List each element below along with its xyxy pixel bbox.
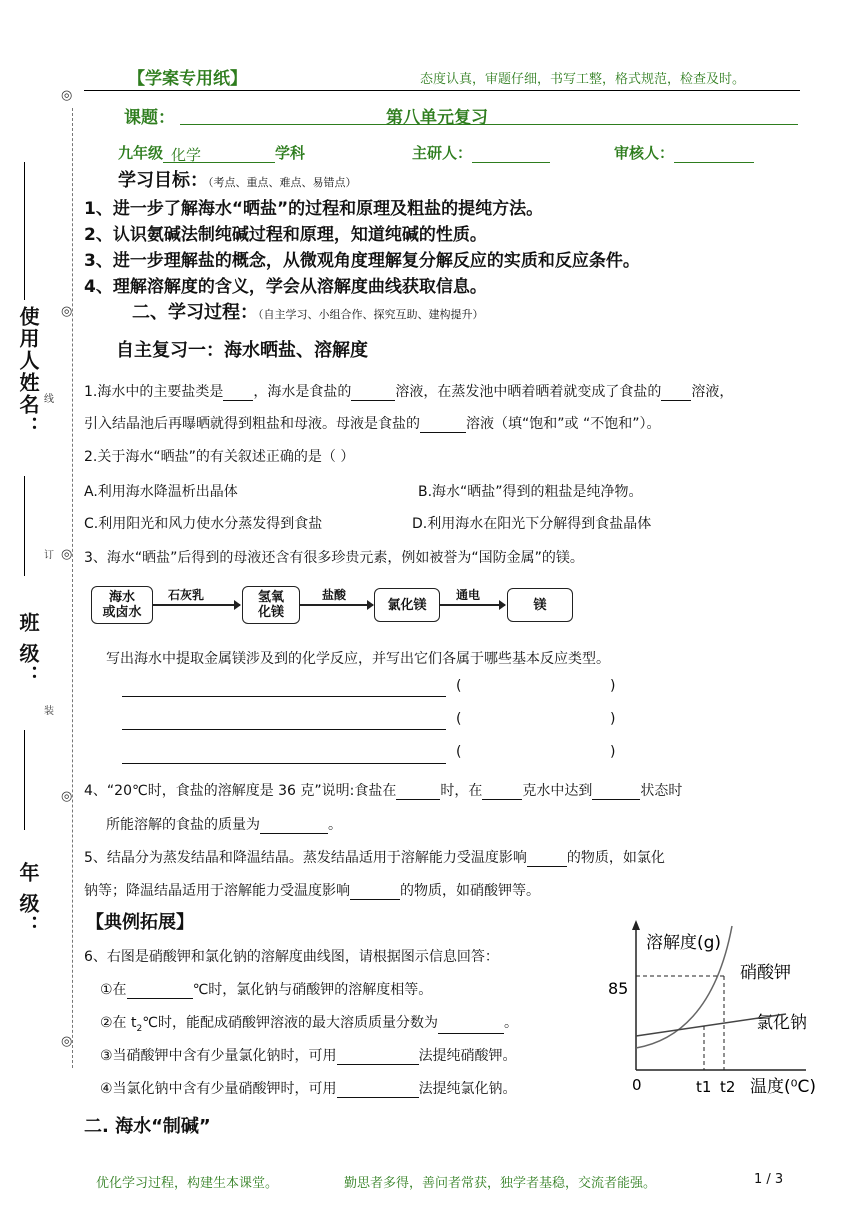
q4-blank[interactable] (592, 785, 640, 800)
header-motto: 态度认真，审题仔细，书写工整，格式规范，检查及时。 (420, 72, 746, 87)
topic-label: 课题： (124, 108, 175, 128)
q3-stem: 3、海水“晒盐”后得到的母液还含有很多珍贵元素，例如被誉为“国防金属”的镁。 (84, 550, 584, 566)
q6-sub2 (100, 1012, 518, 1034)
binding-circle: ◎ (61, 547, 73, 562)
researcher-blank[interactable] (472, 144, 550, 163)
q1-blank[interactable] (661, 386, 691, 401)
section2-heading: 二. 海水“制碱” (84, 1116, 211, 1137)
info-line (118, 142, 305, 163)
footer-middle: 勤思者多得，善问者常获，独学者基稳，交流者能强。 (344, 1176, 657, 1191)
q6-sub1 (100, 979, 432, 999)
flow-arrow-label: 盐酸 (322, 588, 347, 602)
objectives-heading-text: 学习目标： (118, 170, 208, 191)
y-axis-label: 溶解度(g) (646, 933, 722, 953)
researcher-field (412, 142, 550, 163)
binding-mark-zhuang: 装 (44, 706, 54, 717)
q4-text: 4、“20℃时，食盐的溶解度是 36 克”说明:食盐在 (84, 783, 397, 799)
footer-left: 优化学习过程，构建生本课堂。 (96, 1176, 279, 1191)
q6-sub4 (100, 1078, 517, 1098)
paren-close: ) (610, 678, 616, 694)
q5-blank[interactable] (527, 852, 567, 867)
flow-arrow-label: 通电 (456, 588, 481, 602)
subject-blank (163, 144, 275, 163)
q6-text: ③当硝酸钾中含有少量氯化钠时，可用 (100, 1048, 337, 1064)
flow-box-text: 镁 (533, 597, 547, 613)
q5-line2 (84, 880, 540, 900)
q6-text: 法提纯氯化钠。 (418, 1081, 517, 1097)
q5-line1 (84, 847, 665, 867)
flow-box-chloride (374, 588, 440, 622)
q6-text: ②在 t (100, 1015, 137, 1031)
q2-option-c: C.利用阳光和风力使水分蒸发得到食盐 (84, 516, 323, 532)
q1-text: 引入结晶池后再曝晒就得到粗盐和母液。母液是食盐的 (84, 416, 420, 432)
page-number: 1 / 3 (754, 1172, 784, 1187)
binding-circle: ◎ (61, 304, 73, 319)
subject-text: 化学 (171, 146, 202, 164)
paren-open: ( (456, 711, 462, 727)
q4-blank[interactable] (482, 785, 522, 800)
q1-text: 溶液（填“饱和”或 “不饱和”）。 (466, 416, 661, 432)
binding-circle: ◎ (61, 789, 73, 804)
y-value-label: 85 (608, 979, 629, 998)
q4-blank[interactable] (396, 785, 440, 800)
binding-circle: ◎ (61, 88, 73, 103)
objectives-heading (118, 166, 357, 192)
q6-text: 。 (503, 1015, 518, 1031)
q4-text: 状态时 (640, 783, 683, 799)
flow-box-text: 氢氧 化镁 (257, 590, 284, 620)
reviewer-field (614, 142, 754, 163)
topic-underline (180, 124, 798, 125)
flow-box-hydroxide (242, 586, 300, 624)
q2-option-a: A.利用海水降温析出晶体 (84, 484, 238, 500)
flow-box-text: 氯化镁 (387, 597, 427, 613)
q4-text: 。 (328, 817, 342, 833)
grade-text: 九年级 (118, 144, 164, 162)
q5-text: 的物质，如硝酸钾等。 (400, 883, 540, 899)
answer-line[interactable] (122, 696, 446, 697)
q1-blank[interactable] (420, 418, 466, 433)
name-line (24, 162, 25, 300)
reviewer-blank[interactable] (674, 144, 754, 163)
q1-blank[interactable] (223, 386, 253, 401)
paren-close: ) (610, 711, 616, 727)
q2-option-d: D.利用海水在阳光下分解得到食盐晶体 (412, 516, 652, 532)
q2-option-b: B.海水“晒盐”得到的粗盐是纯净物。 (418, 484, 643, 500)
q6-blank[interactable] (438, 1019, 504, 1034)
reviewer-label: 审核人： (614, 144, 675, 162)
origin-label: 0 (632, 1076, 642, 1094)
flow-box-text: 海水 或卤水 (102, 590, 142, 620)
class-label: 班 级： (16, 612, 40, 687)
flow-arrow (439, 604, 505, 606)
process-heading-text: 二、学习过程： (132, 302, 258, 323)
q4-line2 (106, 814, 342, 834)
example-heading: 【典例拓展】 (86, 912, 194, 933)
q5-text: 的物质，如氯化 (566, 850, 665, 866)
q6-blank[interactable] (337, 1083, 419, 1098)
binding-mark-line: 线 (44, 394, 54, 405)
q1-text: 溶液， (691, 384, 734, 400)
researcher-label: 主研人： (412, 144, 473, 162)
x-axis-label: 温度(⁰C) (750, 1077, 816, 1097)
q6-sub3 (100, 1045, 517, 1065)
q1-text: 1.海水中的主要盐类是 (84, 384, 224, 400)
q6-text: ④当氯化钠中含有少量硝酸钾时，可用 (100, 1081, 337, 1097)
q6-subscript: 2 (136, 1023, 143, 1034)
series-label-nacl: 氯化钠 (756, 1013, 807, 1033)
objective-item: 3、进一步理解盐的概念，从微观角度理解复分解反应的实质和反应条件。 (84, 251, 640, 271)
x-tick-t2: t2 (720, 1078, 736, 1096)
answer-line[interactable] (122, 763, 446, 764)
q4-text: 克水中达到 (522, 783, 593, 799)
binding-circle: ◎ (61, 1034, 73, 1049)
q4-blank[interactable] (260, 819, 328, 834)
q4-line1 (84, 780, 682, 800)
q6-blank[interactable] (127, 984, 193, 999)
q5-text: 钠等；降温结晶适用于溶解能力受温度影响 (84, 883, 350, 899)
binding-dashed-line (72, 108, 73, 1068)
header-rule (84, 90, 800, 91)
q6-text: ℃时，氯化钠与硝酸钾的溶解度相等。 (192, 982, 433, 998)
y-axis-arrow (632, 920, 640, 930)
objective-item: 1、进一步了解海水“晒盐”的过程和原理及粗盐的提纯方法。 (84, 199, 544, 219)
objective-item: 2、认识氨碱法制纯碱过程和原理，知道纯碱的性质。 (84, 225, 487, 245)
q4-text: 时，在 (440, 783, 483, 799)
q2-stem: 2.关于海水“晒盐”的有关叙述正确的是（ ） (84, 449, 355, 465)
solubility-chart (606, 916, 824, 1100)
page-title: 第八单元复习 (386, 108, 488, 128)
x-tick-t1: t1 (696, 1078, 712, 1096)
q5-blank[interactable] (350, 885, 400, 900)
answer-line[interactable] (122, 729, 446, 730)
q6-text: ①在 (100, 982, 127, 998)
series-label-kno3: 硝酸钾 (740, 963, 791, 983)
q6-stem: 6、右图是硝酸钾和氯化钠的溶解度曲线图，请根据图示信息回答： (84, 949, 499, 965)
paren-open: ( (456, 744, 462, 760)
process-note: （自主学习、小组合作、探究互助、建构提升） (258, 308, 484, 321)
flow-box-seawater (91, 586, 153, 624)
q1-blank[interactable] (351, 386, 395, 401)
q6-text: 法提纯硝酸钾。 (418, 1048, 517, 1064)
q3-instruction: 写出海水中提取金属镁涉及到的化学反应，并写出它们各属于哪些基本反应类型。 (106, 651, 610, 667)
objective-item: 4、理解溶解度的含义，学会从溶解度曲线获取信息。 (84, 277, 487, 297)
grade-line (24, 730, 25, 830)
q6-text: ℃时，能配成硝酸钾溶液的最大溶质质量分数为 (142, 1015, 438, 1031)
flow-box-magnesium (507, 588, 573, 622)
flow-arrow (299, 604, 373, 606)
q6-blank[interactable] (337, 1050, 419, 1065)
flow-arrow-label: 石灰乳 (168, 588, 205, 602)
process-heading (132, 298, 484, 324)
class-line (24, 476, 25, 576)
paren-open: ( (456, 678, 462, 694)
q1-text: 溶液，在蒸发池中晒着晒着就变成了食盐的 (395, 384, 662, 400)
grade-label: 年 级： (16, 862, 40, 937)
q1-line1 (84, 381, 733, 401)
q1-text: ，海水是食盐的 (253, 384, 352, 400)
name-label: 使用人姓名： (16, 306, 40, 438)
binding-mark-ding: 订 (44, 550, 54, 561)
subject-suffix: 学科 (275, 144, 306, 162)
header-label: 【学案专用纸】 (128, 69, 247, 89)
q5-text: 5、结晶分为蒸发结晶和降温结晶。蒸发结晶适用于溶解能力受温度影响 (84, 850, 527, 866)
q1-line2 (84, 413, 660, 433)
review1-heading: 自主复习一：海水晒盐、溶解度 (116, 340, 368, 361)
flow-arrow (152, 604, 240, 606)
q4-text: 所能溶解的食盐的质量为 (106, 817, 260, 833)
paren-close: ) (610, 744, 616, 760)
objectives-note: （考点、重点、难点、易错点） (208, 176, 357, 189)
